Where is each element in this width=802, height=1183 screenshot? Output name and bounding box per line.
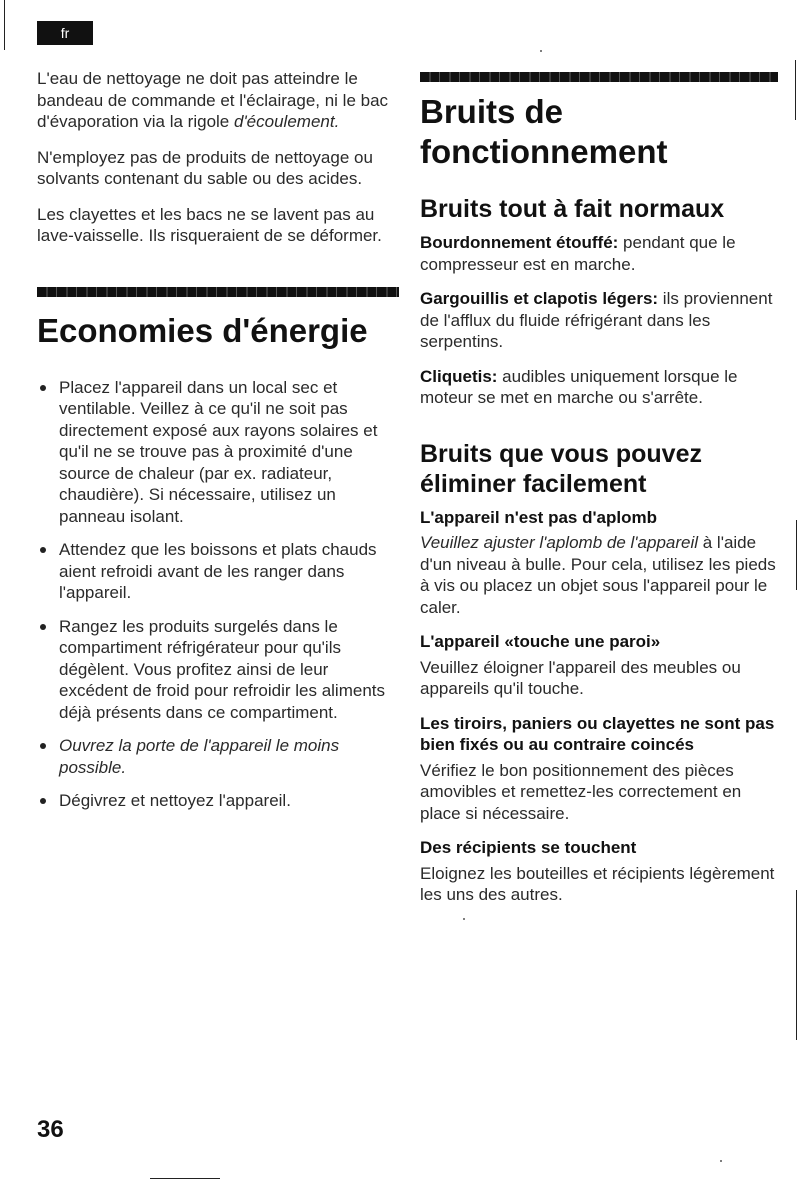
page-number: 36 [37,1116,64,1143]
subsection-title-fixable-noises: Bruits que vous pouvez éliminer facilement [420,439,702,498]
section-divider [420,72,778,82]
scan-edge-bottom [150,1178,220,1179]
scan-edge-right-2 [796,520,797,590]
section-divider [37,287,399,297]
bullet-icon [40,385,46,391]
right-column [420,72,778,919]
fix-item-body: Vérifiez le bon positionnement des pièces amovibles et remettez-les correctement en place si nécessaire. [420,760,742,823]
fix-item-body: Eloignez les bouteilles et récipients légèrement les uns des autres. [420,863,775,904]
scan-speck [720,1160,722,1162]
intro-paragraph: N'employez pas de produits de nettoyage ou solvants contenant du sable ou des acides. [37,147,373,188]
energy-tips-list [37,377,399,812]
section-title-noise: Bruits de fonctionnement [420,93,668,170]
fix-item-heading: L'appareil «touche une paroi» [420,632,661,651]
fix-item-body: Veuillez ajuster l'aplomb de l'appareil à l'aide d'un niveau à bulle. Pour cela, utilisez les pieds à vis ou placez un objet sous l'appareil pour le caler. [420,533,776,617]
scan-edge-right-3 [796,890,797,1040]
bullet-icon [40,743,46,749]
noise-item: Cliquetis: audibles uniquement lorsque le moteur se met en marche ou s'arrête. [420,366,738,407]
list-item: Attendez que les boissons et plats chauds aient refroidi avant de les ranger dans l'appareil. [37,539,399,604]
section-title-energy: Economies d'énergie [37,311,368,349]
bullet-icon [40,547,46,553]
intro-paragraph: L'eau de nettoyage ne doit pas atteindre le bandeau de commande et l'éclairage, ni le bac d'évaporation via la rigole d'écoulement. [37,69,389,131]
list-item: Placez l'appareil dans un local sec et ventilable. Veillez à ce qu'il ne soit pas directement exposé aux rayons solaires et qu'il ne se trouve pas à proximité d'une source de chaleur (par ex. radiateur, chaudière). Si nécessaire, utilisez un panneau isolant. [37,377,399,528]
subsection-title-normal-noises: Bruits tout à fait normaux [420,195,725,223]
scan-speck [540,50,542,52]
fix-item [420,631,778,700]
fix-item [420,713,778,825]
bullet-icon [40,624,46,630]
fix-item [420,507,778,619]
fix-item-body: Veuillez éloigner l'appareil des meubles ou appareils qu'il touche. [420,657,741,698]
bullet-icon [40,798,46,804]
fix-item [420,837,778,906]
language-badge: fr [37,21,93,45]
scan-edge-left [4,0,5,50]
fix-item-heading: L'appareil n'est pas d'aplomb [420,507,657,527]
scan-edge-right [795,60,796,120]
list-item: Rangez les produits surgelés dans le compartiment réfrigérateur pour qu'ils dégèlent. Vous profitez ainsi de leur excédent de froid pour refroidir les aliments déjà présents dans ce compartiment. [37,616,399,724]
fix-item-heading: Des récipients se touchent [420,838,637,857]
left-column [37,68,399,824]
list-item: Ouvrez la porte de l'appareil le moins possible. [37,735,399,778]
list-item: Dégivrez et nettoyez l'appareil. [37,790,399,812]
noise-item: Gargouillis et clapotis légers: ils proviennent de l'afflux du fluide réfrigérant dans les serpentins. [420,289,773,351]
fix-item-heading: Les tiroirs, paniers ou clayettes ne sont pas bien fixés ou au contraire coincés [420,713,775,754]
intro-paragraph: Les clayettes et les bacs ne se lavent pas au lave-vaisselle. Ils risqueraient de se déformer. [37,204,382,245]
noise-item: Bourdonnement étouffé: pendant que le compresseur est en marche. [420,233,736,274]
